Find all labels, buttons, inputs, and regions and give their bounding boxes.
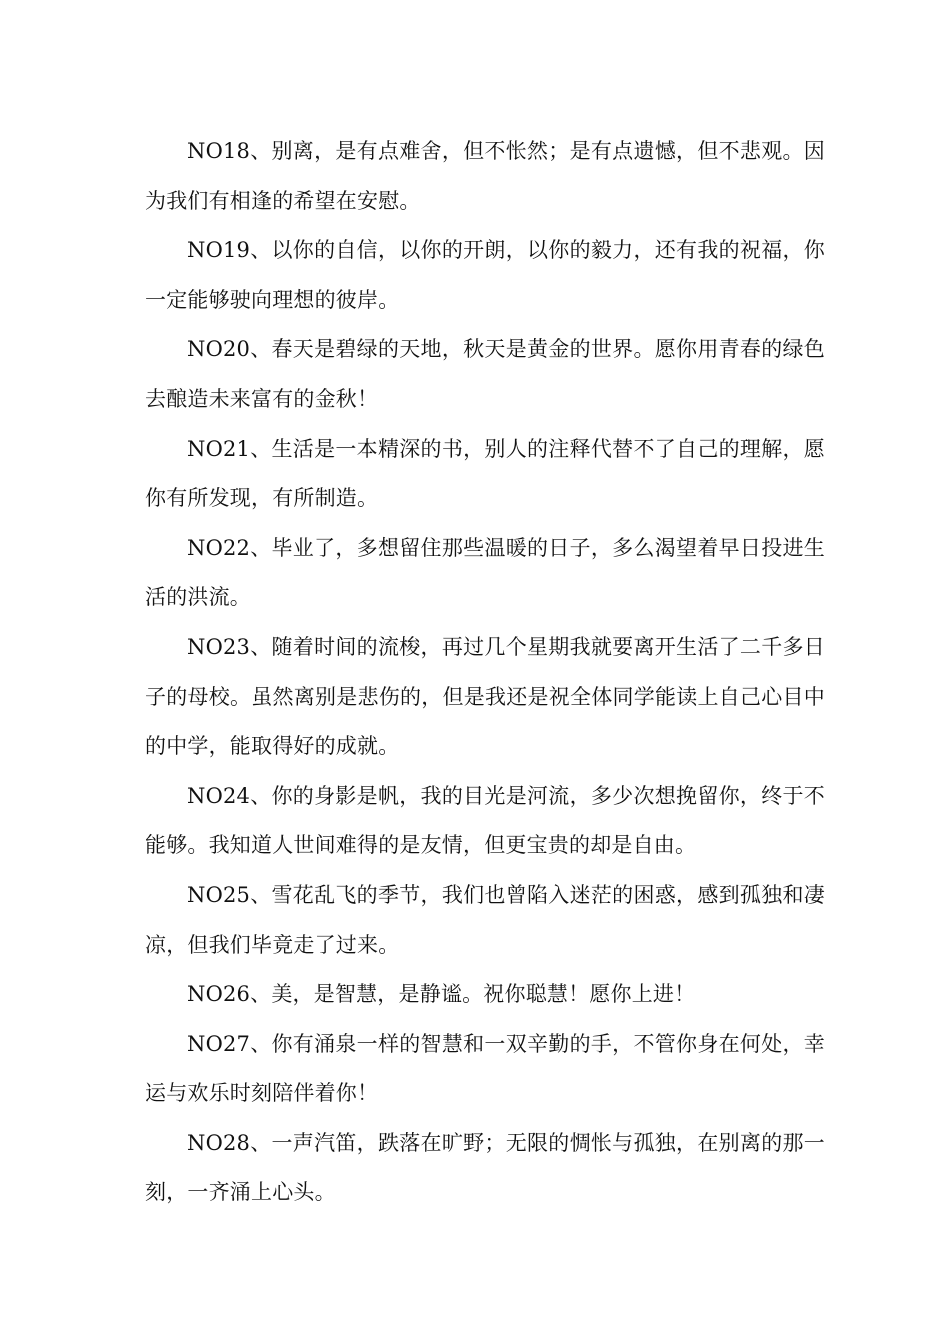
paragraph-no25: NO25、雪花乱飞的季节，我们也曾陷入迷茫的困惑，感到孤独和凄凉，但我们毕竟走了过来。 [145, 882, 825, 957]
paragraph-no19: NO19、以你的自信，以你的开朗，以你的毅力，还有我的祝福，你一定能够驶向理想的彼岸。 [145, 238, 825, 312]
paragraph-no20: NO20、春天是碧绿的天地，秋天是黄金的世界。愿你用青春的绿色去酿造未来富有的金秋！ [145, 337, 825, 411]
paragraph-no23: NO23、随着时间的流梭，再过几个星期我就要离开生活了二千多日子的母校。虽然离别是悲伤的，但是我还是祝全体同学能读上自己心目中的中学，能取得好的成就。 [145, 634, 825, 759]
paragraph-no27: NO27、你有涌泉一样的智慧和一双辛勤的手，不管你身在何处，幸运与欢乐时刻陪伴着你！ [145, 1031, 825, 1106]
paragraph-no26: NO26、美，是智慧，是静谧。祝你聪慧！愿你上进！ [187, 982, 696, 1007]
paragraph-no24: NO24、你的身影是帆，我的目光是河流，多少次想挽留你，终于不能够。我知道人世间难得的是友情，但更宝贵的却是自由。 [145, 783, 825, 858]
paragraph-no18: NO18、别离，是有点难舍，但不怅然；是有点遗憾，但不悲观。因为我们有相逢的希望在安慰。 [145, 139, 825, 213]
paragraph-no21: NO21、生活是一本精深的书，别人的注释代替不了自己的理解，愿你有所发现，有所制造。 [145, 436, 825, 511]
paragraph-no22: NO22、毕业了，多想留住那些温暖的日子，多么渴望着早日投进生活的洪流。 [145, 535, 825, 610]
paragraph-no28: NO28、一声汽笛，跌落在旷野；无限的惆怅与孤独，在别离的那一刻，一齐涌上心头。 [145, 1130, 825, 1205]
document-body [145, 127, 825, 1218]
